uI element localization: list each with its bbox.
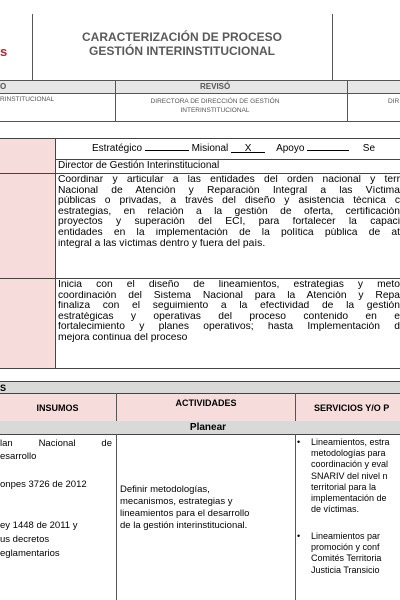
- approval-divider-2: [347, 80, 348, 122]
- table-header-row: [0, 393, 400, 423]
- actividad-line: Definir metodologías,: [120, 484, 210, 495]
- actividad-line: lineamientos para el desarrollo: [120, 508, 250, 519]
- insumo-line: esarrollo: [0, 451, 37, 462]
- actividades-cell: [120, 484, 292, 532]
- responsible-value: Director de Gestión Interinstitucional: [58, 160, 220, 171]
- logo-icon: s: [0, 44, 9, 59]
- col-servicios: SERVICIOS Y/O P: [314, 403, 390, 413]
- title-line-2: GESTIÓN INTERINSTITUCIONAL: [89, 44, 275, 58]
- section-label: S: [0, 383, 7, 393]
- process-type-options: [92, 141, 375, 154]
- process-type-label-cell: [0, 139, 56, 159]
- document-title: [32, 14, 400, 81]
- insumo-line: us decretos: [0, 534, 50, 545]
- header-divider-1: [116, 393, 117, 421]
- scope-text: Inicia con el diseño de lineamientos, estrategias y meto coordinación del Sistema Nacional para la Atención y Repa finaliza con el seguimiento a la efectividad de la gestión estratégicas y operativas del proceso contenido en e fortalecimiento y planes operativos; hasta Implementación d mejora continua del proceso: [58, 280, 400, 343]
- servicio-item-2: • Lineamientos par promoción y conf Comités Territoria Justicia Transicio: [297, 531, 382, 575]
- estrategico-blank: [145, 141, 189, 151]
- misional-mark: X: [231, 143, 265, 153]
- insumo-line: ey 1448 de 2011 y: [0, 520, 78, 531]
- insumo-line: onpes 3726 de 2012: [0, 479, 87, 490]
- insumos-cell: [0, 434, 117, 600]
- approval-divider-1: [115, 80, 116, 122]
- type-se: Se: [362, 143, 376, 154]
- objective-label-cell: [0, 174, 56, 278]
- scope-label-cell: [0, 279, 56, 368]
- approval-col1-header: O: [0, 82, 7, 91]
- insumo-line: eglamentarios: [0, 548, 60, 559]
- approval-col2-value-line1: DIRECTORA DE DIRECCIÓN DE GESTIÓN: [150, 98, 280, 105]
- type-apoyo: Apoyo: [276, 143, 305, 154]
- col-insumos: INSUMOS: [36, 403, 79, 413]
- insumo-line: lan Nacional de: [0, 438, 112, 449]
- objective-row: [0, 174, 400, 279]
- approval-col2-header: REVISÓ: [200, 82, 231, 91]
- type-estrategico: Estratégico: [92, 143, 143, 154]
- title-line-1: CARACTERIZACIÓN DE PROCESO: [81, 30, 282, 44]
- header-divider-2: [295, 393, 296, 421]
- title-divider: [332, 14, 333, 80]
- bullet-icon: •: [297, 437, 301, 447]
- servicio-item-1: • Lineamientos, estra metodologías para coordinación y eval SNARIV del nivel n territorial para la implementación de de víctimas.: [297, 437, 390, 515]
- actividad-line: de la gestión interinstitucional.: [120, 520, 248, 531]
- type-misional: Misional: [191, 143, 229, 154]
- responsible-label-cell: [0, 159, 56, 173]
- logo-cell: [0, 14, 33, 80]
- process-type-row: [0, 138, 400, 160]
- approval-col1-value: RINSTITUCIONAL: [0, 96, 55, 103]
- actividad-line: mecanismos, estrategias y: [120, 496, 233, 507]
- phase-label: Planear: [189, 422, 227, 433]
- approval-col3-value: DIR: [388, 98, 400, 105]
- responsible-row: [0, 159, 400, 174]
- scope-row: [0, 279, 400, 369]
- approval-header-row: [0, 80, 400, 94]
- objective-text: Coordinar y articular a las entidades del orden nacional y terr Nacional de Atención y Reparación Integral a las Víctima públicas o privadas, a través del diseño y asistencia técnica c estrategias, en relación a la gestión de oferta, certificación proyectos y superación del ECI, para fortalecer la capaci entidades en la implementación de la política pública de at integral a las víctimas dentro y fuera del país.: [58, 175, 400, 249]
- approval-col2-value-line2: INTERINSTITUCIONAL: [180, 107, 250, 114]
- body-divider-2: [295, 434, 296, 600]
- col-actividades: ACTIVIDADES: [175, 398, 237, 408]
- bullet-icon: •: [297, 531, 301, 541]
- phase-row: [0, 421, 400, 435]
- apoyo-blank: [307, 141, 349, 151]
- approval-values-row: [0, 93, 400, 122]
